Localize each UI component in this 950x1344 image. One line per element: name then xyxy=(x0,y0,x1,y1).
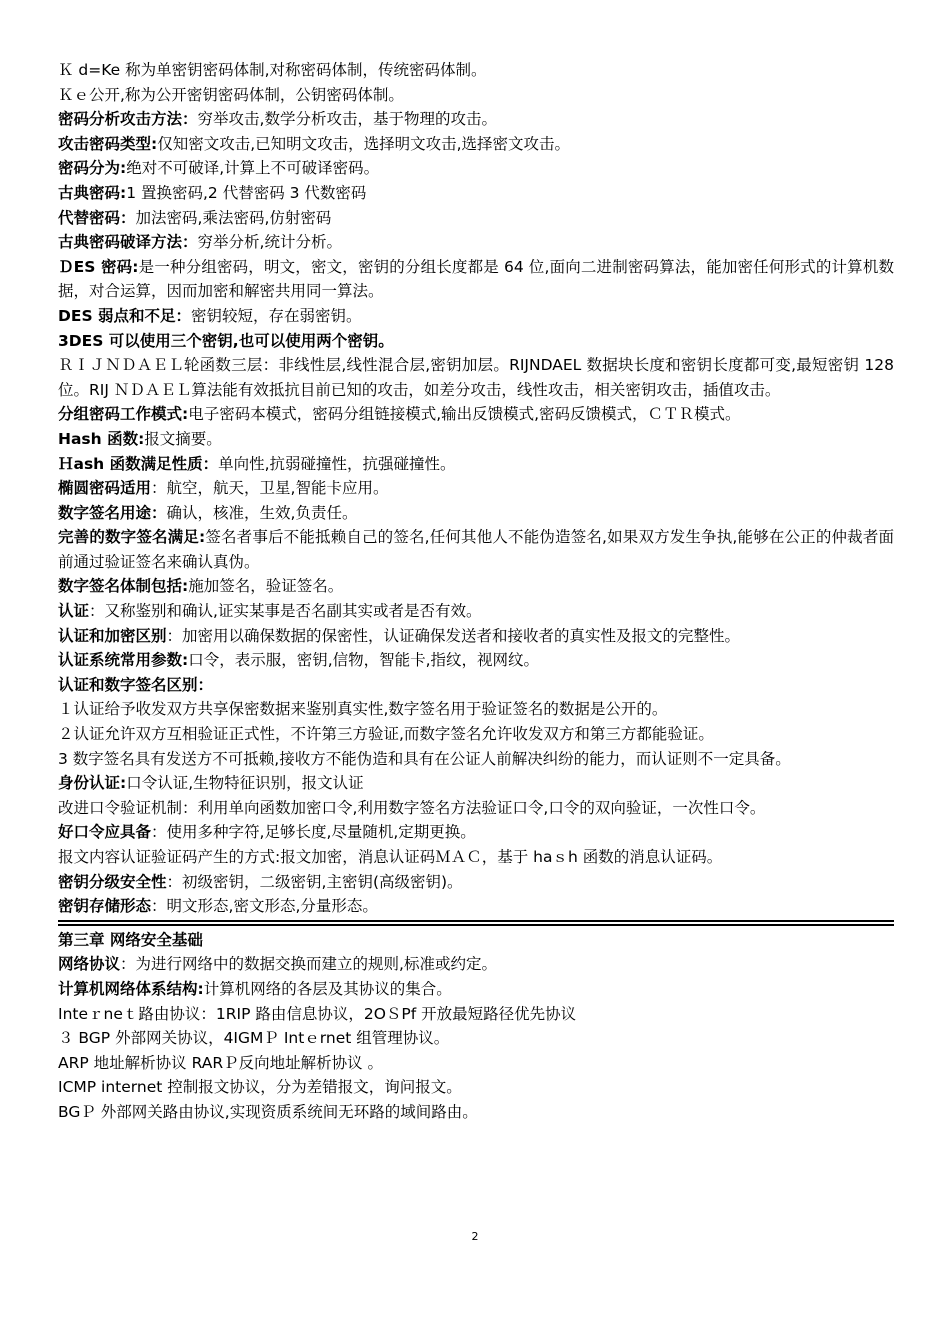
text-line: 密码分析攻击方法：穷举攻击,数学分析攻击，基于物理的攻击。 xyxy=(58,110,497,129)
text-line: 好口令应具备：使用多种字符,足够长度,尽量随机,定期更换。 xyxy=(58,823,476,842)
term: 3DES 可以使用三个密钥,也可以使用两个密钥。 xyxy=(58,331,394,350)
text-line: ICMP internet 控制报文协议，分为差错报文，询问报文。 xyxy=(58,1078,462,1097)
term: 完善的数字签名满足: xyxy=(58,528,206,547)
term: 攻击密码类型: xyxy=(58,134,158,153)
term: 认证系统常用参数: xyxy=(58,651,189,670)
term: 古典密码破译方法： xyxy=(58,233,198,252)
text-line: 网络协议：为进行网络中的数据交换而建立的规则,标准或约定。 xyxy=(58,955,497,974)
text-line: 数字签名用途：确认，核准，生效,负责任。 xyxy=(58,503,358,522)
chapter-divider xyxy=(58,920,894,926)
text-line: ARP 地址解析协议 RARＰ反向地址解析协议 。 xyxy=(58,1053,384,1072)
chapter-title: 网络安全基础 xyxy=(109,930,203,949)
text-line: 认证系统常用参数:口令，表示服，密钥,信物，智能卡,指纹，视网纹。 xyxy=(58,651,540,670)
text-paragraph: ＲＩＪＮＤＡＥＬ轮函数三层：非线性层,线性混合层,密钥加层。RIJNDAEL 数据块长度和密钥长度都可变,最短密钥 128 位。RIJ ＮＤＡＥＬ算法能有效抵抗目前已知的攻击，如差分攻击，线性攻击，相关密钥攻击，插值攻击。 xyxy=(58,356,894,399)
text-line: 数字签名体制包括:施加签名，验证签名。 xyxy=(58,577,344,596)
text-paragraph: ＤES 密码:是一种分组密码，明文，密文，密钥的分组长度都是 64 位,面向二进制密码算法，能加密任何形式的计算机数据，对合运算，因而加密和解密共用同一算法。 xyxy=(58,257,894,301)
page-content xyxy=(58,58,894,1125)
term: 数字签名用途： xyxy=(58,503,167,522)
text-line: DES 弱点和不足：密钥较短，存在弱密钥。 xyxy=(58,306,362,325)
text-paragraph: 完善的数字签名满足:签名者事后不能抵赖自己的签名,任何其他人不能伪造签名,如果双方发生争执,能够在公正的仲裁者面前通过验证签名来确认真伪。 xyxy=(58,528,894,571)
text-line: １认证给予收发双方共享保密数据来鉴别真实性,数字签名用于验证签名的数据是公开的。 xyxy=(58,700,668,719)
text-line xyxy=(58,329,894,354)
text-line: ２认证允许双方互相验证正式性，不许第三方验证,而数字签名允许收发双方和第三方都能验证。 xyxy=(58,725,714,744)
text-line: 古典密码:1 置换密码,2 代替密码 3 代数密码 xyxy=(58,183,367,202)
term: DES 弱点和不足： xyxy=(58,306,192,325)
text-line: 古典密码破译方法：穷举分析,统计分析。 xyxy=(58,233,342,252)
text-line: 报文内容认证验证码产生的方式:报文加密，消息认证码ＭＡＣ，基于 haｓh 函数的消息认证码。 xyxy=(58,848,723,866)
term: 网络协议 xyxy=(58,955,121,974)
text-paragraph: 改进口令验证机制：利用单向函数加密口令,利用数字签名方法验证口令,口令的双向验证，一次性口令。 xyxy=(58,798,766,817)
term: 密钥存储形态 xyxy=(58,897,152,916)
term: 分组密码工作模式: xyxy=(58,405,189,424)
term: 认证 xyxy=(58,602,90,621)
text-line: 密码分为:绝对不可破译,计算上不可破译密码。 xyxy=(58,159,380,178)
term: 椭圆密码适用 xyxy=(58,479,152,498)
chapter-number: 第三章 xyxy=(58,930,105,949)
term: 密钥分级安全性 xyxy=(58,872,167,891)
text-line: Hash 函数:报文摘要。 xyxy=(58,429,222,448)
text-line: 认证和加密区别：加密用以确保数据的保密性，认证确保发送者和接收者的真实性及报文的完整性。 xyxy=(58,626,741,645)
term: 密码分析攻击方法： xyxy=(58,110,198,129)
term: 计算机网络体系结构: xyxy=(58,979,204,998)
text-line: Inteｒneｔ路由协议：1RIP 路由信息协议，2OＳPf 开放最短路径优先协议 xyxy=(58,1004,577,1023)
term: 数字签名体制包括: xyxy=(58,577,189,596)
text-line: 计算机网络体系结构:计算机网络的各层及其协议的集合。 xyxy=(58,979,452,998)
text-line: 认证：又称鉴别和确认,证实某事是否名副其实或者是否有效。 xyxy=(58,602,482,621)
term: ＤES 密码: xyxy=(58,257,139,276)
term: 认证和数字签名区别： xyxy=(58,675,214,694)
term: 身份认证: xyxy=(58,774,127,793)
page-number: 2 xyxy=(471,1230,479,1243)
text-line: 代替密码：加法密码,乘法密码,仿射密码 xyxy=(58,208,332,227)
text-line: 攻击密码类型:仅知密文攻击,已知明文攻击，选择明文攻击,选择密文攻击。 xyxy=(58,134,571,153)
text-line: 密钥存储形态：明文形态,密文形态,分量形态。 xyxy=(58,897,378,916)
term: 好口令应具备 xyxy=(58,823,152,842)
text-line: Ｋ d=Ke 称为单密钥密码体制,对称密码体制，传统密码体制。 xyxy=(58,61,487,79)
text-line: Ｋｅ公开,称为公开密钥密码体制，公钥密码体制。 xyxy=(58,85,404,104)
chapter-heading xyxy=(58,928,894,953)
text-line: 身份认证:口令认证,生物特征识别，报文认证 xyxy=(58,774,364,793)
term: Hash 函数: xyxy=(58,429,145,448)
term: 古典密码: xyxy=(58,183,127,202)
text-line: 椭圆密码适用：航空，航天，卫星,智能卡应用。 xyxy=(58,479,389,498)
term: 密码分为: xyxy=(58,159,127,178)
text-paragraph: 3 数字签名具有发送方不可抵赖,接收方不能伪造和具有在公证人前解决纠纷的能力，而认证则不一定具备。 xyxy=(58,749,791,768)
text-line: 密钥分级安全性：初级密钥，二级密钥,主密钥(高级密钥)。 xyxy=(58,872,463,891)
text-line: Ｈash 函数满足性质：单向性,抗弱碰撞性，抗强碰撞性。 xyxy=(58,454,456,473)
term: 认证和加密区别 xyxy=(58,626,167,645)
text-line: BGＰ 外部网关路由协议,实现资质系统间无环路的域间路由。 xyxy=(58,1102,478,1121)
text-line: ３ BGP 外部网关协议，4IGMＰ Intｅrnet 组管理协议。 xyxy=(58,1029,450,1048)
term: 代替密码： xyxy=(58,208,136,227)
text-line: 分组密码工作模式:电子密码本模式，密码分组链接模式,输出反馈模式,密码反馈模式，ＣＴＲ模式。 xyxy=(58,405,741,424)
text-line xyxy=(58,673,894,698)
term: Ｈash 函数满足性质： xyxy=(58,454,219,473)
